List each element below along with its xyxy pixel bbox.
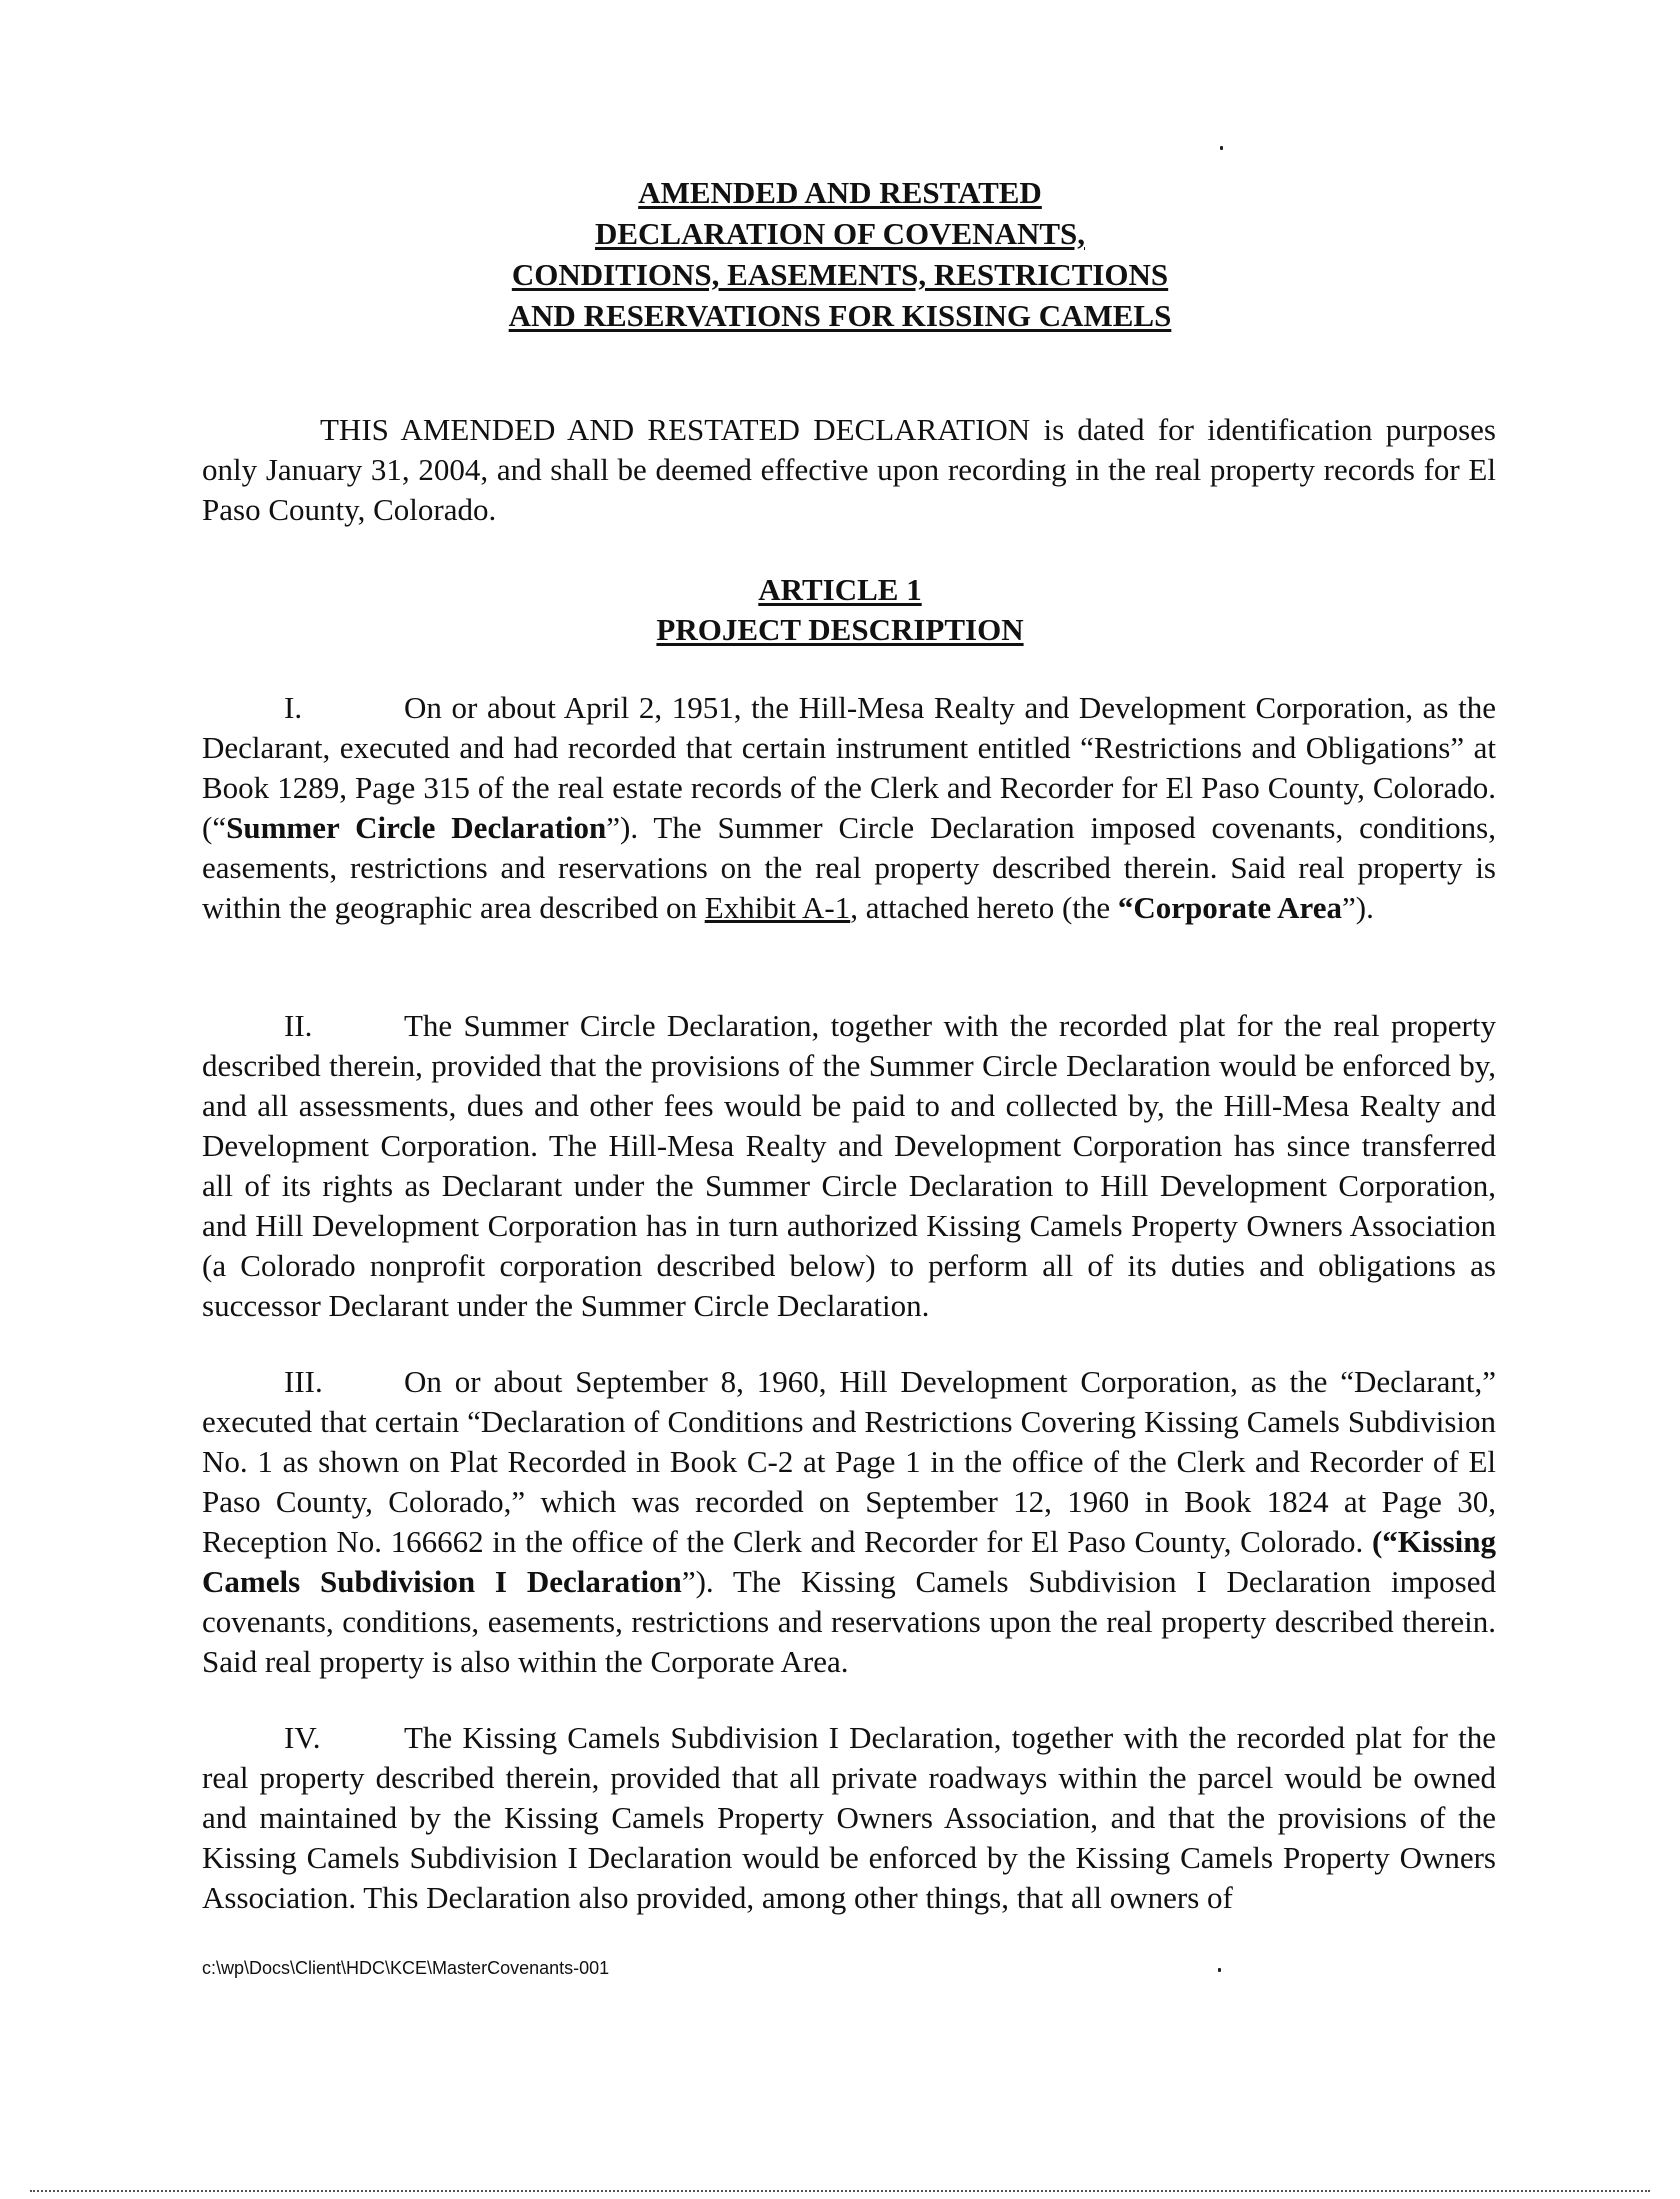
title-line-2: DECLARATION OF COVENANTS, <box>594 216 1086 251</box>
paragraph-number: IV. <box>284 1720 321 1755</box>
paragraph-number: I. <box>284 690 303 725</box>
scan-speck <box>1220 146 1223 150</box>
defined-term: “Corporate Area <box>1117 890 1343 925</box>
exhibit-reference: Exhibit A-1 <box>704 890 851 925</box>
article-title: PROJECT DESCRIPTION <box>656 612 1024 647</box>
document-title <box>0 172 1680 336</box>
defined-term: Summer Circle Declaration <box>226 810 607 845</box>
article-heading <box>0 570 1680 650</box>
paragraph-iii <box>202 1362 1496 1682</box>
paragraph-ii <box>202 1006 1496 1326</box>
paragraph-iv <box>202 1718 1496 1918</box>
title-line-4: AND RESERVATIONS FOR KISSING CAMELS <box>508 298 1172 333</box>
intro-paragraph: THIS AMENDED AND RESTATED DECLARATION is dated for identification purposes only January 31, 2004, and shall be deemed effective upon recording in the real property records for El Paso County, Colorado. <box>202 412 1496 527</box>
title-line-1: AMENDED AND RESTATED <box>638 175 1042 210</box>
defined-term: (“Kissing Camels Subdivision I Declaration <box>202 1524 1496 1599</box>
paragraph-text: On or about September 8, 1960, Hill Development Corporation, as the “Declarant,” executed that certain “Declaration of Conditions and Restrictions Covering Kissing Camels Subdivision No. 1 as shown on Plat Recorded in Book C-2 at Page 1 in the office of the Clerk and Recorder of El Paso County, Colorado,” which was recorded on September 12, 1960 in Book 1824 at Page 30, Reception No. 166662 in the office of the Clerk and Recorder for El Paso County, Colorado. <box>202 1364 1496 1559</box>
scan-speck <box>1218 1968 1221 1972</box>
footer-file-path: c:\wp\Docs\Client\HDC\KCE\MasterCovenants-001 <box>202 1958 610 1978</box>
paragraph-text: The Kissing Camels Subdivision I Declaration, together with the recorded plat for the real property described therein, provided that all private roadways within the parcel would be owned and maintained by the Kissing Camels Property Owners Association, and that the provisions of the Kissing Camels Subdivision I Declaration would be enforced by the Kissing Camels Property Owners Association. This Declaration also provided, among other things, that all owners of <box>202 1720 1496 1915</box>
paragraph-i <box>202 688 1496 928</box>
paragraph-text: ”). <box>1342 890 1374 925</box>
scan-edge-line <box>30 2190 1650 2194</box>
paragraph-text: , attached hereto (the <box>850 890 1118 925</box>
title-line-3: CONDITIONS, EASEMENTS, RESTRICTIONS <box>511 257 1169 292</box>
paragraph-text: ”). The Summer Circle Declaration imposed covenants, conditions, easements, restrictions and reservations on the real property described therein. Said real property is within the geographic area described on <box>202 810 1496 925</box>
article-number: ARTICLE 1 <box>758 572 922 607</box>
paragraph-number: III. <box>284 1364 323 1399</box>
paragraph-number: II. <box>284 1008 313 1043</box>
paragraph-text: ”). The Kissing Camels Subdivision I Declaration imposed covenants, conditions, easements, restrictions and reservations upon the real property described therein. Said real property is also within the Corporate Area. <box>202 1564 1497 1679</box>
paragraph-text: The Summer Circle Declaration, together with the recorded plat for the real property described therein, provided that the provisions of the Summer Circle Declaration would be enforced by, and all assessments, dues and other fees would be paid to and collected by, the Hill-Mesa Realty and Development Corporation. The Hill-Mesa Realty and Development Corporation has since transferred all of its rights as Declarant under the Summer Circle Declaration to Hill Development Corporation, and Hill Development Corporation has in turn authorized Kissing Camels Property Owners Association (a Colorado nonprofit corporation described below) to perform all of its duties and obligations as successor Declarant under the Summer Circle Declaration. <box>202 1008 1496 1323</box>
paragraph-text: On or about April 2, 1951, the Hill-Mesa Realty and Development Corporation, as the Declarant, executed and had recorded that certain instrument entitled “Restrictions and Obligations” at Book 1289, Page 315 of the real estate records of the Clerk and Recorder for El Paso County, Colorado. (“ <box>202 690 1496 845</box>
